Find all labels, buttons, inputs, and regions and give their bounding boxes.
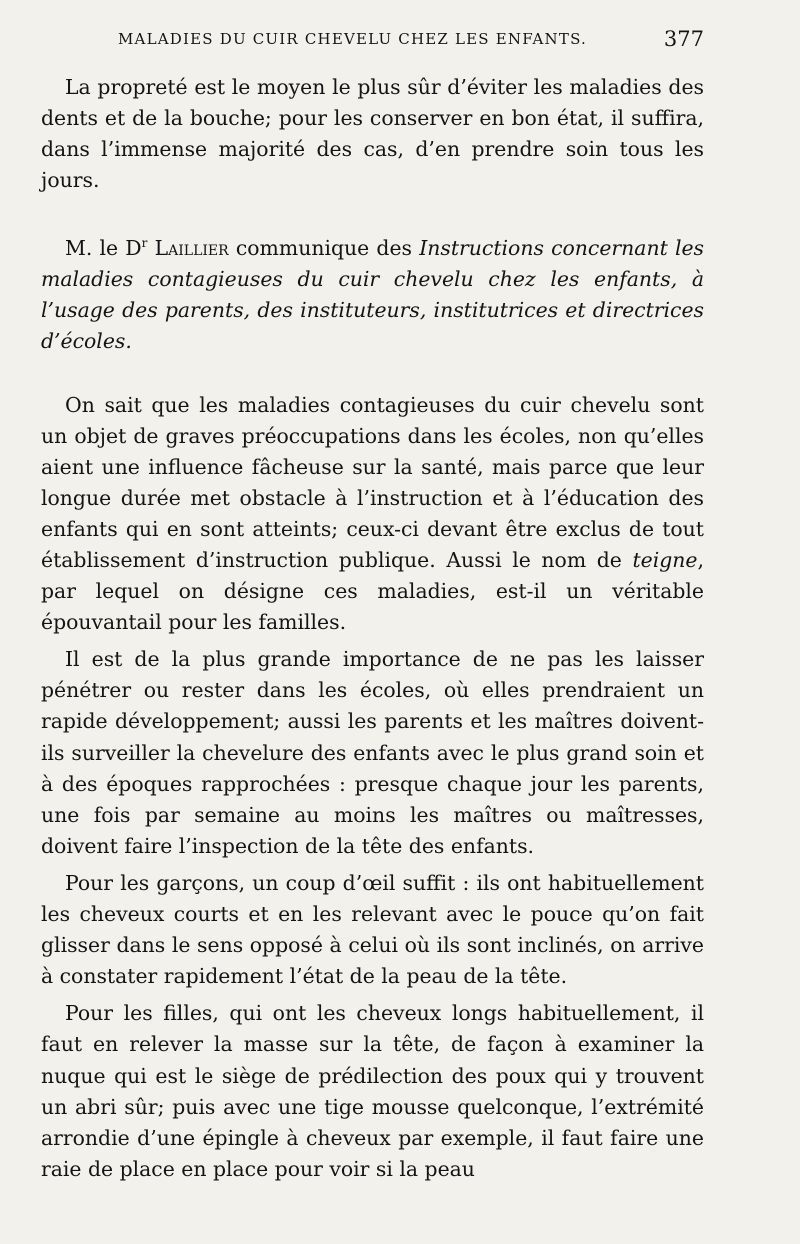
instructions-title: Instructions concernant les maladies contagieuses du cuir chevelu chez les enfants, à l’usage des parents, des instituteurs, institutrices et directrices d’écoles. xyxy=(41,236,705,354)
scalp-diseases-text-2: , par lequel on désigne ces maladies, est-il un véritable épouvantail pour les familles. xyxy=(41,548,704,635)
author-name: Laillier xyxy=(154,236,229,261)
communication-verb: communique des xyxy=(228,236,420,261)
author-prefix-superscript: r xyxy=(141,236,148,251)
author-prefix: M. le D xyxy=(65,236,142,261)
teigne-term: teigne xyxy=(632,548,698,573)
paragraph-scalp-diseases xyxy=(41,390,704,639)
scalp-diseases-text-1: On sait que les maladies contagieuses du cuir chevelu sont un objet de graves préoccupations dans les écoles, non qu’elles aient une influence fâcheuse sur la santé, mais parce que leur longue durée met obstacle à l’instruction et à l’éducation des enfants qui en sont atteints; ceux-ci devant être exclus de tout établissement d’instruction publique. Aussi le nom de xyxy=(41,392,704,573)
running-header xyxy=(41,27,704,60)
page-number: 377 xyxy=(663,27,704,51)
running-title: MALADIES DU CUIR CHEVELU CHEZ LES ENFANTS. xyxy=(117,30,587,48)
paragraph-boys: Pour les garçons, un coup d’œil suffit : ils ont habituellement les cheveux courts et en les relevant avec le pouce qu’on fait glisser dans le sens opposé à celui où ils sont inclinés, on arrive à constater rapidement l’état de la peau de la tête. xyxy=(41,870,704,989)
paragraph-communication xyxy=(41,228,704,357)
paragraph-girls: Pour les filles, qui ont les cheveux longs habituellement, il faut en relever la masse sur la tête, de façon à examiner la nuque qui est le siège de prédilection des poux qui y trouvent un abri sûr; puis avec une tige mousse quelconque, l’extrémité arrondie d’une épingle à cheveux par exemple, il faut faire une raie de place en place pour voir si la peau xyxy=(41,1001,704,1181)
paragraph-hygiene-conclusion: La propreté est le moyen le plus sûr d’éviter les maladies des dents et de la bouche; pour les conserver en bon état, il suffira, dans l’immense majorité des cas, d’en prendre soin tous les jours. xyxy=(41,75,704,193)
paragraph-surveillance: Il est de la plus grande importance de ne pas les laisser pénétrer ou rester dans les écoles, où elles prendraient un rapide développement; aussi les parents et les maîtres doivent-ils surveiller la chevelure des enfants avec le plus grand soin et à des époques rapprochées : presque chaque jour les parents, une fois par semaine au moins les maîtres ou maîtresses, doivent faire l’inspection de la tête des enfants. xyxy=(41,647,704,858)
